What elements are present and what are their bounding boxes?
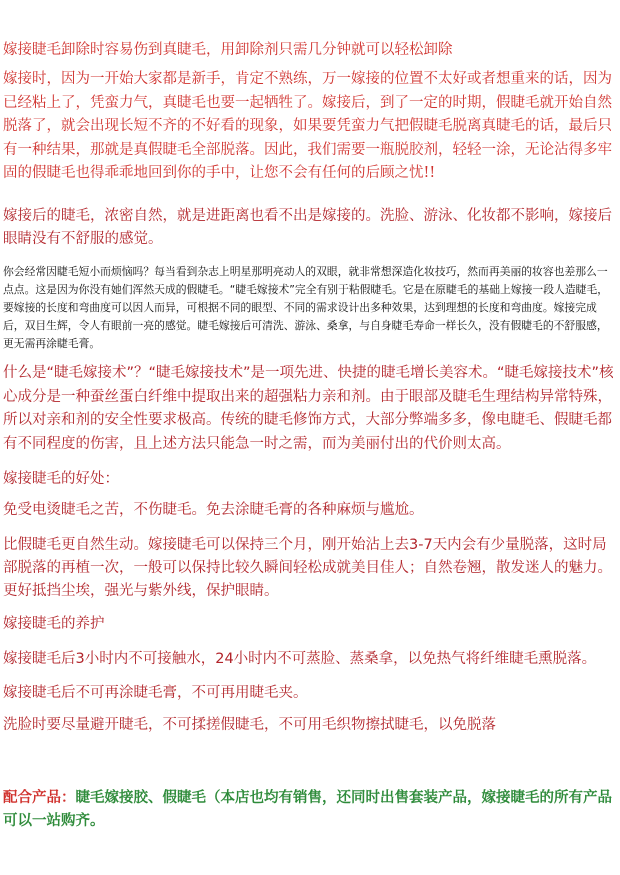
intro-paragraph: 嫁接时，因为一开始大家都是新手，肯定不熟练，万一嫁接的位置不太好或者想重来的话，因为已经粘上了，凭蛮力气，真睫毛也要一起牺牲了。嫁接后，到了一定的时期，假睫毛就开始自然脱落了，就会出现长短不齐的不好看的现象，如果要凭蛮力气把假睫毛脱离真睫毛的话，最后只有一种结果，那就是真假睫毛全部脱落。因此，我们需要一瓶脱胶剂，轻轻一涂，无论沾得多牢固的假睫毛也得乖乖地回到你的手中，让您不会有任何的后顾之忧!! <box>3 71 612 181</box>
short-lashes-paragraph: 你会经常因睫毛短小而烦恼吗？每当看到杂志上明星那明亮动人的双眼，就非常想深造化妆技巧，然而再美丽的妆容也差那么一点点。这是因为你没有她们浑然天成的假睫毛。“睫毛嫁接术”完全有别于粘假睫毛。它是在原睫毛的基础上嫁接一段人造睫毛，要嫁接的长度和弯曲度可以因人而异，可根据不同的眼型、不同的需求设计出多种效果，达到理想的长度和弯曲度。嫁接完成后，双目生辉，令人有眼前一亮的感觉。睫毛嫁接后可清洗、游泳、桑拿，与自身睫毛寿命一样长久，没有假睫毛的不舒服感，更无需再涂睫毛膏。 <box>3 265 609 350</box>
care-item-2: 嫁接睫毛后不可再涂睫毛膏，不可再用睫毛夹。 <box>3 685 308 701</box>
benefits-heading: 嫁接睫毛的好处： <box>3 471 119 487</box>
benefit-item-2: 比假睫毛更自然生动。嫁接睫毛可以保持三个月，刚开始沾上去3-7天内会有少量脱落，这时局部脱落的再植一次，一般可以保持比较久瞬间轻松成就美目佳人；自然卷翘，散发迷人的魅力。更好抵挡尘埃，强光与紫外线，保护眼睛。 <box>3 537 612 599</box>
what-is-paragraph: 什么是“睫毛嫁接术”？“睫毛嫁接技术”是一项先进、快捷的睫毛增长美容术。“睫毛嫁接技术”核心成分是一种蚕丝蛋白纤维中提取出来的超强粘力亲和剂。由于眼部及睫毛生理结构异常特殊，所以对亲和剂的安全性要求极高。传统的睫毛修饰方式，大部分弊端多多，像电睫毛、假睫毛都有不同程度的伤害，且上述方法只能急一时之需，而为美丽付出的代价则太高。 <box>3 365 614 452</box>
article-title: 嫁接睫毛卸除时容易伤到真睫毛，用卸除剂只需几分钟就可以轻松卸除 <box>3 42 453 58</box>
natural-effect-paragraph: 嫁接后的睫毛，浓密自然，就是进距离也看不出是嫁接的。洗脸、游泳、化妆都不影响，嫁接后眼睛没有不舒服的感觉。 <box>3 208 612 247</box>
care-heading: 嫁接睫毛的养护 <box>3 616 105 632</box>
matching-products-paragraph <box>3 786 615 832</box>
care-item-1: 嫁接睫毛后3小时内不可接触水，24小时内不可蒸脸、蒸桑拿，以免热气将纤维睫毛熏脱落。 <box>3 651 597 667</box>
products-lead-label: 配合产品： <box>3 789 76 806</box>
care-item-3: 洗脸时要尽量避开睫毛，不可揉搓假睫毛，不可用毛织物擦拭睫毛，以免脱落 <box>3 717 496 733</box>
benefit-item-1: 免受电烫睫毛之苦，不伤睫毛。免去涂睫毛膏的各种麻烦与尴尬。 <box>3 502 424 518</box>
products-text: 睫毛嫁接胶、假睫毛（本店也均有销售，还同时出售套装产品，嫁接睫毛的所有产品可以一站购齐。 <box>3 789 612 829</box>
